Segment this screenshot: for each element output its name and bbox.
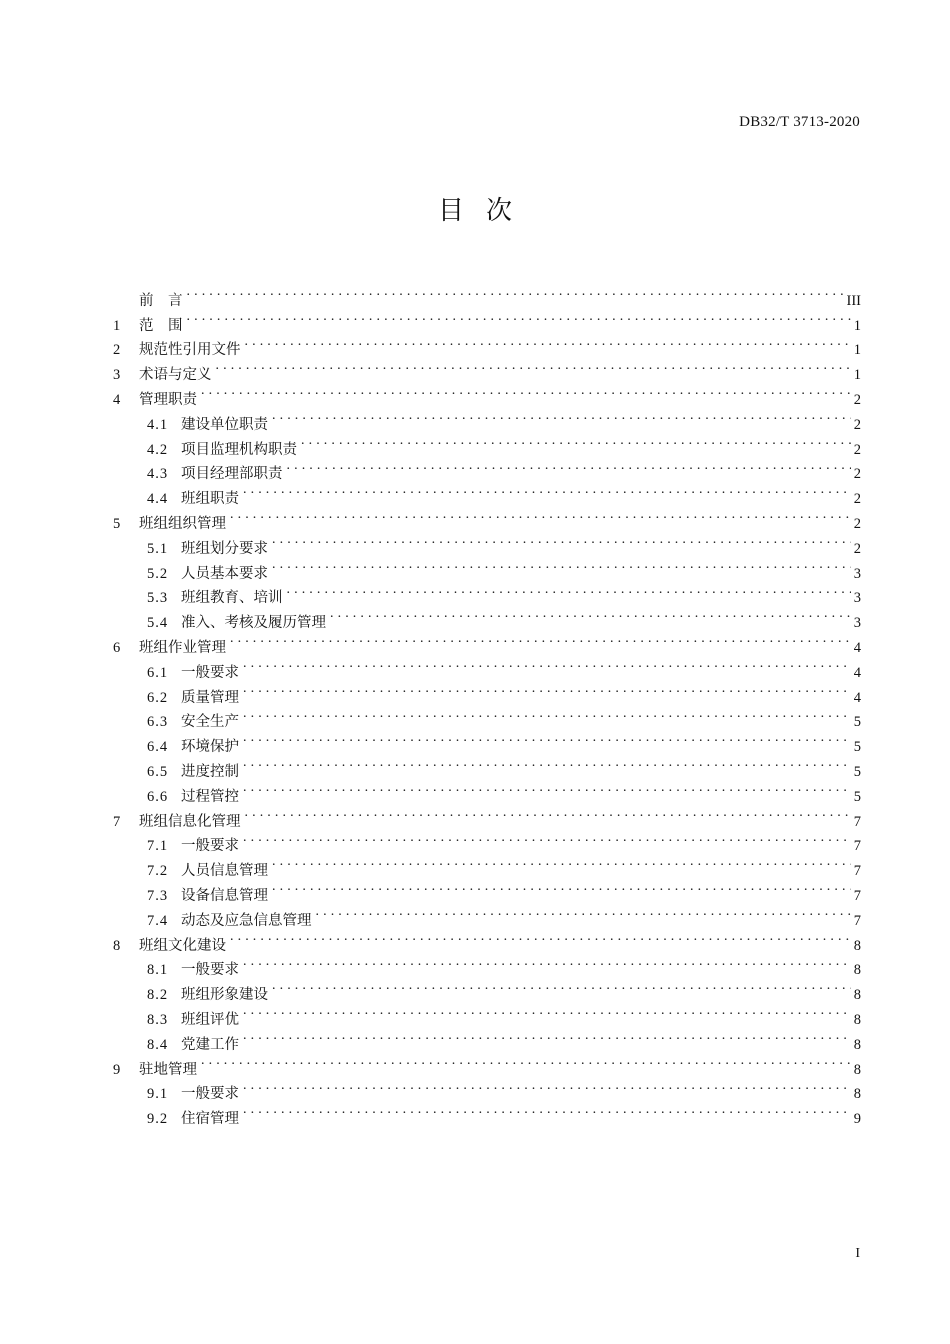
toc-entry[interactable] (113, 354, 861, 384)
toc-entry-page: 7 (853, 863, 861, 880)
toc-dot-leader (187, 305, 851, 330)
toc-entry-number: 8.3 (147, 1011, 169, 1028)
toc-entry-title: 一般要求 (181, 962, 239, 979)
toc-entry-title: 项目监理机构职责 (181, 441, 297, 458)
toc-entry-title: 动态及应急信息管理 (181, 912, 312, 929)
toc-dot-leader (201, 379, 851, 404)
toc-entry-title: 准入、考核及履历管理 (181, 615, 326, 632)
toc-dot-leader (187, 280, 844, 305)
toc-dot-leader (243, 677, 851, 702)
toc-entry-title: 质量管理 (181, 689, 239, 706)
toc-entry-title: 一般要求 (181, 838, 239, 855)
toc-entry-page: 8 (853, 962, 861, 979)
toc-dot-leader (243, 652, 851, 677)
toc-entry-number: 8.2 (147, 987, 169, 1004)
toc-entry-title: 班组教育、培训 (181, 590, 283, 607)
toc-entry-title: 前 言 (139, 292, 183, 309)
toc-entry-title: 设备信息管理 (181, 887, 268, 904)
toc-entry-page: 5 (853, 788, 861, 805)
toc-entry-number: 4.1 (147, 416, 169, 433)
toc-entry-page: 1 (853, 317, 861, 334)
toc-entry[interactable] (113, 330, 861, 359)
toc-entry-page: 2 (853, 391, 861, 408)
toc-entry-page: 8 (853, 937, 861, 954)
toc-entry-page: 5 (853, 763, 861, 780)
toc-dot-leader (243, 950, 851, 975)
toc-dot-leader (245, 801, 851, 826)
toc-entry-page: 2 (853, 540, 861, 557)
toc-entry-title: 项目经理部职责 (181, 466, 283, 483)
toc-entry-number: 6 (113, 639, 121, 656)
toc-entry-number: 9 (113, 1061, 121, 1078)
toc-entry-title: 管理职责 (139, 391, 197, 408)
page-title-part-2: 次 (486, 196, 513, 226)
toc-dot-leader (316, 900, 851, 925)
page-title-part-1: 目 (437, 196, 464, 226)
toc-dot-leader (287, 454, 851, 479)
toc-entry-title: 住宿管理 (181, 1111, 239, 1128)
toc-entry-number: 5.1 (147, 540, 169, 557)
toc-entry-number: 6.3 (147, 714, 169, 731)
toc-entry-title: 人员信息管理 (181, 863, 268, 880)
toc-dot-leader (272, 404, 851, 429)
toc-dot-leader (230, 503, 851, 528)
toc-entry-page: 2 (853, 515, 861, 532)
toc-subentry[interactable] (113, 404, 861, 433)
toc-entry-page: 7 (853, 912, 861, 929)
toc-dot-leader (243, 776, 851, 801)
toc-entry-page: 5 (853, 739, 861, 756)
toc-entry-title: 班组评优 (181, 1011, 239, 1028)
toc-entry-number: 4.3 (147, 466, 169, 483)
toc-entry-title: 班组形象建设 (181, 987, 268, 1004)
toc-entry-title: 规范性引用文件 (139, 342, 241, 359)
toc-entry-page: 8 (853, 1011, 861, 1028)
toc-entry-number: 9.1 (147, 1086, 169, 1103)
toc-entry-page: 3 (853, 565, 861, 582)
toc-dot-leader (243, 751, 851, 776)
toc-dot-leader (243, 826, 851, 851)
toc-entry-number: 3 (113, 367, 121, 384)
toc-entry-number: 4.2 (147, 441, 169, 458)
toc-entry-page: 8 (853, 1036, 861, 1053)
toc-entry-number: 5.4 (147, 615, 169, 632)
toc-dot-leader (287, 578, 851, 603)
toc-entry-title: 班组职责 (181, 491, 239, 508)
toc-entry-title: 班组信息化管理 (139, 813, 241, 830)
toc-entry-number: 6.2 (147, 689, 169, 706)
toc-entry-number: 7.2 (147, 863, 169, 880)
toc-dot-leader (243, 478, 851, 503)
toc-dot-leader (272, 850, 851, 875)
toc-entry-number: 4.4 (147, 491, 169, 508)
table-of-contents (113, 280, 861, 1128)
toc-dot-leader (201, 1049, 851, 1074)
toc-entry-title: 党建工作 (181, 1036, 239, 1053)
toc-entry-page: 1 (853, 342, 861, 359)
toc-entry-title: 驻地管理 (139, 1061, 197, 1078)
toc-entry-page: 8 (853, 1061, 861, 1078)
page-title (0, 190, 950, 227)
toc-entry-page: 2 (853, 416, 861, 433)
toc-entry-page: 2 (853, 466, 861, 483)
toc-entry-page: 3 (853, 590, 861, 607)
toc-entry-title: 班组作业管理 (139, 639, 226, 656)
toc-entry-page: 3 (853, 615, 861, 632)
toc-entry-number: 6.6 (147, 788, 169, 805)
toc-dot-leader (230, 627, 851, 652)
standard-code: DB32/T 3713-2020 (739, 114, 860, 130)
toc-entry-page: 2 (853, 441, 861, 458)
toc-dot-leader (330, 602, 851, 627)
toc-dot-leader (272, 875, 851, 900)
toc-entry-number: 7.4 (147, 912, 169, 929)
toc-entry-number: 2 (113, 342, 121, 359)
toc-entry-number: 1 (113, 317, 121, 334)
footer-page-number: I (855, 1246, 860, 1261)
toc-entry-number: 9.2 (147, 1111, 169, 1128)
toc-entry-number: 8.4 (147, 1036, 169, 1053)
toc-entry[interactable] (113, 1049, 861, 1078)
toc-entry-page: 7 (853, 813, 861, 830)
toc-entry-title: 安全生产 (181, 714, 239, 731)
toc-entry-page: 4 (853, 639, 861, 656)
toc-entry[interactable] (113, 305, 861, 334)
toc-entry-title: 环境保护 (181, 739, 239, 756)
toc-entry-title: 班组组织管理 (139, 515, 226, 532)
toc-entry-page: 4 (853, 689, 861, 706)
toc-entry-page: 8 (853, 1086, 861, 1103)
toc-entry-number: 7 (113, 813, 121, 830)
toc-entry-number: 5.3 (147, 590, 169, 607)
toc-dot-leader (272, 553, 851, 578)
toc-entry-page: 5 (853, 714, 861, 731)
toc-entry-title: 班组文化建设 (139, 937, 226, 954)
toc-entry-number: 7.3 (147, 887, 169, 904)
toc-entry-number: 6.4 (147, 739, 169, 756)
toc-entry-page: 9 (853, 1111, 861, 1128)
toc-entry-number: 7.1 (147, 838, 169, 855)
toc-entry-page: 7 (853, 887, 861, 904)
toc-entry-title: 一般要求 (181, 1086, 239, 1103)
toc-dot-leader (272, 974, 851, 999)
toc-entry[interactable] (113, 280, 861, 309)
toc-dot-leader (243, 999, 851, 1024)
toc-entry-title: 建设单位职责 (181, 416, 268, 433)
toc-entry-title: 术语与定义 (139, 367, 212, 384)
toc-entry-title: 范 围 (139, 317, 183, 334)
toc-dot-leader (243, 1074, 851, 1099)
toc-entry-title: 过程管控 (181, 788, 239, 805)
toc-subentry[interactable] (113, 1074, 861, 1103)
toc-dot-leader (243, 726, 851, 751)
toc-dot-leader (301, 429, 851, 454)
toc-dot-leader (245, 330, 851, 355)
toc-entry-title: 班组划分要求 (181, 540, 268, 557)
toc-dot-leader (272, 528, 851, 553)
toc-entry-number: 6.1 (147, 664, 169, 681)
toc-entry-page: 2 (853, 491, 861, 508)
toc-entry-number: 5.2 (147, 565, 169, 582)
toc-entry-number: 8 (113, 937, 121, 954)
toc-entry-title: 一般要求 (181, 664, 239, 681)
toc-dot-leader (243, 1024, 851, 1049)
toc-dot-leader (243, 1098, 851, 1123)
toc-entry-number: 4 (113, 391, 121, 408)
toc-dot-leader (216, 354, 851, 379)
toc-dot-leader (230, 925, 851, 950)
toc-entry-title: 进度控制 (181, 763, 239, 780)
toc-entry-number: 8.1 (147, 962, 169, 979)
toc-entry-page: 1 (853, 367, 861, 384)
toc-dot-leader (243, 702, 851, 727)
toc-entry-number: 6.5 (147, 763, 169, 780)
toc-entry-number: 5 (113, 515, 121, 532)
toc-entry-page: 7 (853, 838, 861, 855)
toc-entry-title: 人员基本要求 (181, 565, 268, 582)
toc-entry-page: 4 (853, 664, 861, 681)
toc-entry-page: III (846, 292, 861, 309)
toc-entry[interactable] (113, 379, 861, 408)
toc-entry-page: 8 (853, 987, 861, 1004)
